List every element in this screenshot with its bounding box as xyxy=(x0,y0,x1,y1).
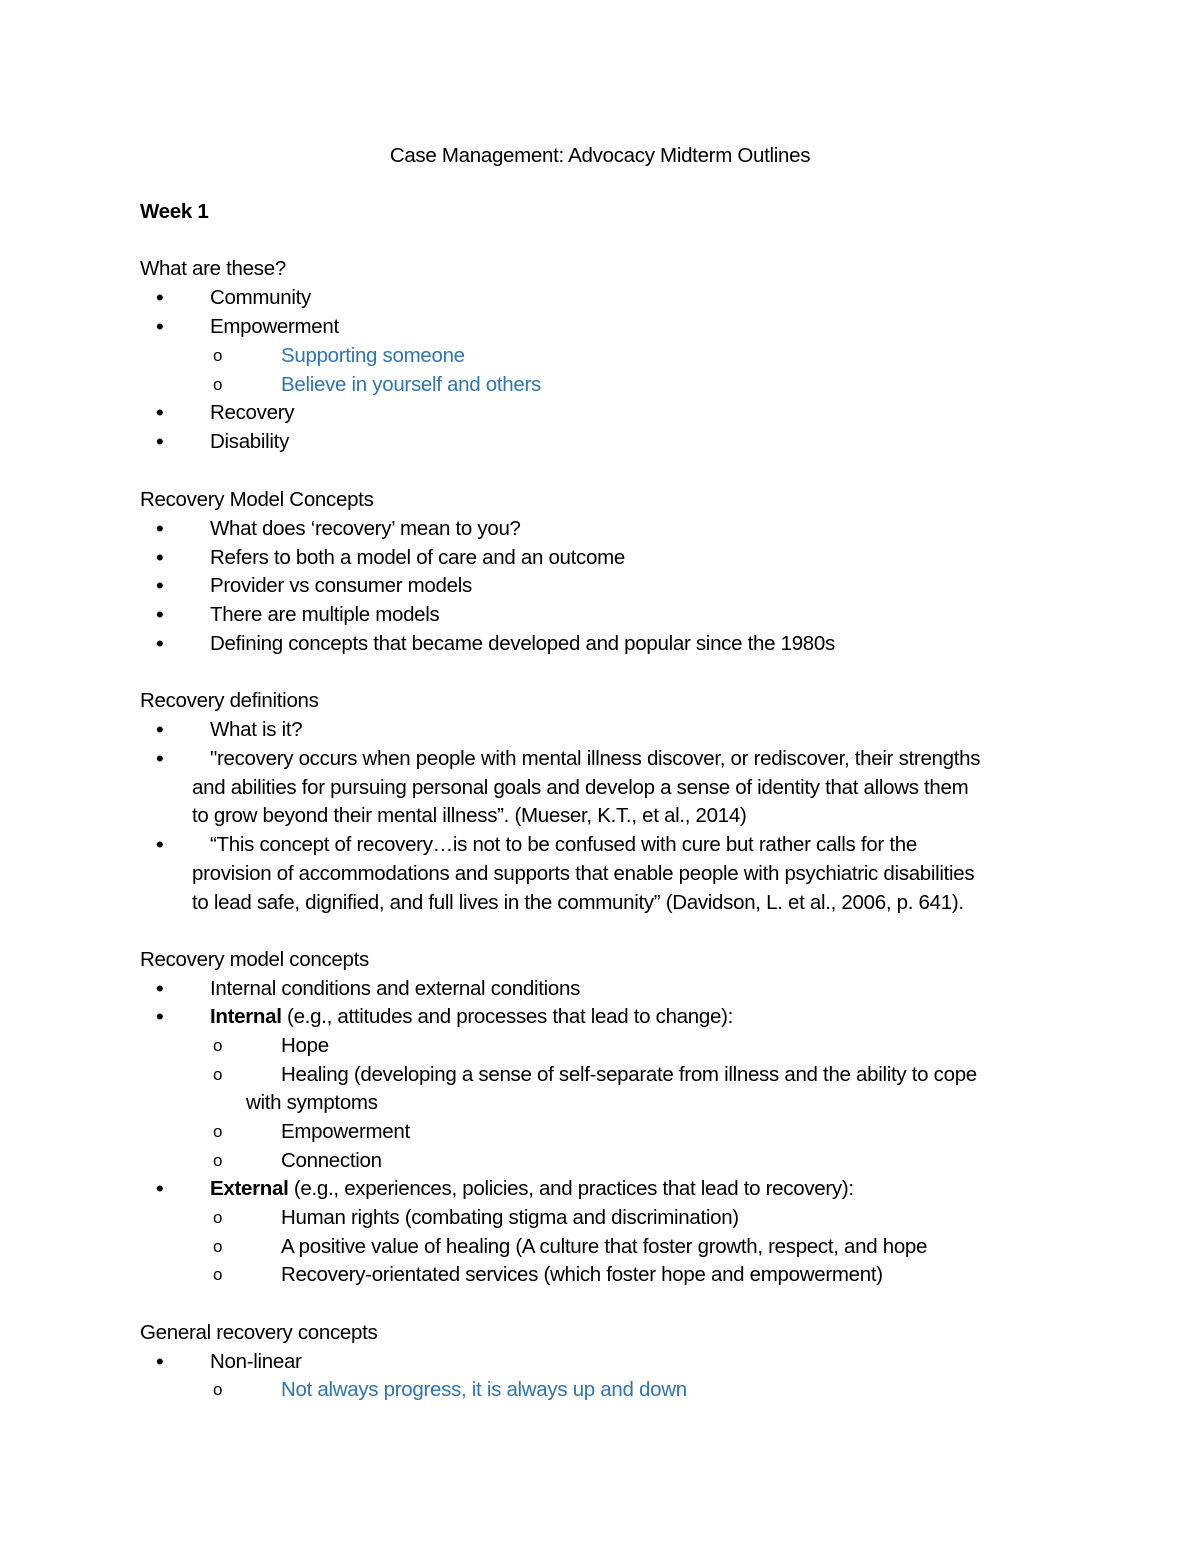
section-heading: Recovery Model Concepts xyxy=(140,488,374,511)
bullet-icon: • xyxy=(156,516,164,541)
internal-description: (e.g., attitudes and processes that lead to change): xyxy=(281,1005,733,1028)
circle-bullet-icon: o xyxy=(213,1237,223,1256)
list-item-internal xyxy=(210,1002,733,1031)
list-item: Internal conditions and external conditions xyxy=(210,977,581,1000)
list-subitem: Believe in yourself and others xyxy=(281,373,541,396)
quote-line: to lead safe, dignified, and full lives in the community” (Davidson, L. et al., 2006, p. 641). xyxy=(192,891,964,914)
internal-label: Internal xyxy=(210,1005,282,1028)
list-item: There are multiple models xyxy=(210,603,440,626)
bullet-icon: • xyxy=(156,314,164,339)
list-subitem: Supporting someone xyxy=(281,344,465,367)
list-item: Non-linear xyxy=(210,1350,302,1373)
week-heading: Week 1 xyxy=(140,200,209,223)
bullet-icon: • xyxy=(156,429,164,454)
bullet-icon: • xyxy=(156,746,164,771)
bullet-icon: • xyxy=(156,717,164,742)
bullet-icon: • xyxy=(156,631,164,656)
bullet-icon: • xyxy=(156,545,164,570)
list-item-external xyxy=(210,1174,854,1203)
list-item: Empowerment xyxy=(210,315,339,338)
document-title: Case Management: Advocacy Midterm Outlines xyxy=(389,144,811,167)
list-item: Recovery xyxy=(210,401,295,424)
list-item: Community xyxy=(210,286,311,309)
list-subitem: Not always progress, it is always up and down xyxy=(281,1378,687,1401)
section-heading: What are these? xyxy=(140,257,286,280)
list-item: Disability xyxy=(210,430,290,453)
bullet-icon: • xyxy=(156,976,164,1001)
list-subitem-continuation: with symptoms xyxy=(246,1091,378,1114)
list-subitem: A positive value of healing (A culture that foster growth, respect, and hope xyxy=(281,1235,928,1258)
quote-line: and abilities for pursuing personal goals and develop a sense of identity that allows them xyxy=(192,776,969,799)
bullet-icon: • xyxy=(156,573,164,598)
bullet-icon: • xyxy=(156,400,164,425)
bullet-icon: • xyxy=(156,1176,164,1201)
list-item: What is it? xyxy=(210,718,303,741)
quote-line: “This concept of recovery…is not to be confused with cure but rather calls for the xyxy=(210,833,917,856)
circle-bullet-icon: o xyxy=(213,346,223,365)
list-subitem: Recovery-orientated services (which foster hope and empowerment) xyxy=(281,1263,883,1286)
list-item: What does ‘recovery’ mean to you? xyxy=(210,517,521,540)
quote-line: provision of accommodations and supports that enable people with psychiatric disabilities xyxy=(192,862,975,885)
circle-bullet-icon: o xyxy=(213,1265,223,1284)
circle-bullet-icon: o xyxy=(213,1065,223,1084)
bullet-icon: • xyxy=(156,285,164,310)
list-subitem: Human rights (combating stigma and discrimination) xyxy=(281,1206,739,1229)
list-item: Provider vs consumer models xyxy=(210,574,472,597)
circle-bullet-icon: o xyxy=(213,1036,223,1055)
circle-bullet-icon: o xyxy=(213,1380,223,1399)
section-heading: Recovery definitions xyxy=(140,689,319,712)
list-subitem: Healing (developing a sense of self-separate from illness and the ability to cope xyxy=(281,1063,977,1086)
circle-bullet-icon: o xyxy=(213,1208,223,1227)
circle-bullet-icon: o xyxy=(213,1122,223,1141)
bullet-icon: • xyxy=(156,1004,164,1029)
list-item: Refers to both a model of care and an outcome xyxy=(210,546,625,569)
external-label: External xyxy=(210,1177,289,1200)
section-heading: Recovery model concepts xyxy=(140,948,369,971)
section-heading: General recovery concepts xyxy=(140,1321,378,1344)
circle-bullet-icon: o xyxy=(213,1151,223,1170)
quote-line: "recovery occurs when people with mental illness discover, or rediscover, their strengths xyxy=(210,747,981,770)
list-subitem: Connection xyxy=(281,1149,382,1172)
bullet-icon: • xyxy=(156,1349,164,1374)
bullet-icon: • xyxy=(156,832,164,857)
list-item: Defining concepts that became developed and popular since the 1980s xyxy=(210,632,835,655)
circle-bullet-icon: o xyxy=(213,375,223,394)
external-description: (e.g., experiences, policies, and practices that lead to recovery): xyxy=(288,1177,854,1200)
list-subitem: Empowerment xyxy=(281,1120,410,1143)
bullet-icon: • xyxy=(156,602,164,627)
list-subitem: Hope xyxy=(281,1034,329,1057)
quote-line: to grow beyond their mental illness”. (Mueser, K.T., et al., 2014) xyxy=(192,804,747,827)
